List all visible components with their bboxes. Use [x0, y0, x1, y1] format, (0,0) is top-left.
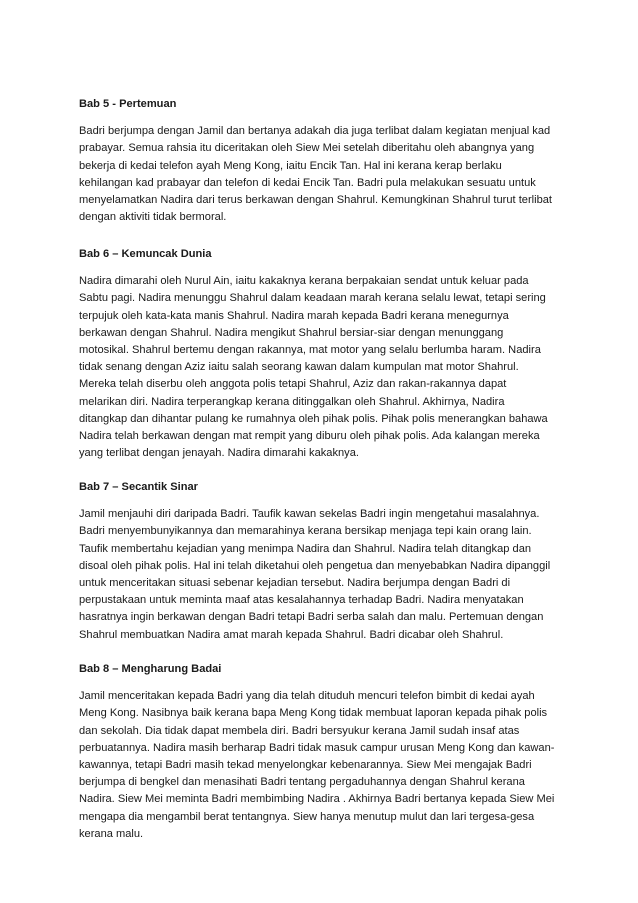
paragraph-line: Shahrul membuatkan Nadira amat marah kepada Shahrul. Badri dicabar oleh Shahrul. [79, 628, 504, 641]
paragraph-line: ditangkap dan dihantar pulang ke rumahnya oleh pihak polis. Pihak polis menerangkan bahawa [79, 412, 548, 425]
paragraph-line: Jamil menjauhi diri daripada Badri. Taufik kawan sekelas Badri ingin mengetahui masalahnya. [79, 508, 540, 521]
paragraph-line: Badri berjumpa dengan Jamil dan bertanya adakah dia juga terlibat dalam kegiatan menjual kad [79, 125, 551, 138]
paragraph-line: Taufik membertahu kejadian yang menimpa Nadira dan Shahrul. Nadira telah ditangkap dan [79, 542, 532, 555]
paragraph-line: terpujuk oleh kata-kata manis Shahrul. Nadira marah kepada Badri kerana menegurnya [79, 309, 509, 322]
paragraph-line: motosikal. Shahrul bertemu dengan rakannya, mat motor yang selalu berlumba haram. Nadira [79, 344, 541, 357]
section-body [79, 123, 569, 226]
paragraph-line: Meng Kong. Nasibnya baik kerana bapa Meng Kong tidak membuat laporan kepada pihak polis [79, 707, 548, 720]
paragraph-line: mengapa dia mengambil berat tentangnya. Siew hanya menutup mulut dan lari tergesa-gesa [79, 810, 535, 823]
paragraph-line: Nadira. Siew Mei meminta Badri membimbing Nadira . Akhirnya Badri bertanya kepada Siew Mei [79, 793, 555, 806]
paragraph-line: Mereka telah diserbu oleh anggota polis tetapi Shahrul, Aziz dan rakan-rakannya dapat [79, 378, 507, 391]
paragraph-line: prabayar. Semua rahsia itu diceritakan oleh Siew Mei setelah diberitahu oleh abangnya yang [79, 142, 535, 155]
paragraph-line: Nadira dimarahi oleh Nurul Ain, iaitu kakaknya kerana berpakaian sendat untuk keluar pada [79, 275, 529, 288]
section-bab-7 [79, 479, 569, 644]
paragraph-line: perbuatannya. Nadira masih berharap Badri tidak masuk campur urusan Meng Kong dan kawan- [79, 741, 555, 754]
paragraph-line: perpustakaan untuk meminta maaf atas kesalahannya terhadap Badri. Nadira menyatakan [79, 594, 524, 607]
paragraph-line: melarikan diri. Nadira terperangkap kerana ditinggalkan oleh Shahrul. Akhirnya, Nadira [79, 395, 505, 408]
section-heading: Bab 8 – Mengharung Badai [79, 663, 222, 675]
paragraph-line: dan sekolah. Dia tidak dapat membela diri. Badri bersyukur kerana Jamil sudah insaf atas [79, 724, 520, 737]
paragraph-line: berjumpa di bengkel dan menasihati Badri tentang pergaduhannya dengan Shahrul kerana [79, 776, 525, 789]
section-bab-5 [79, 96, 569, 226]
paragraph-line: Badri menyembunyikannya dan memarahinya kerana bersikap menjaga tepi kain orang lain. [79, 525, 532, 538]
paragraph-line: bekerja di kedai telefon ayah Meng Kong, iaitu Encik Tan. Hal ini kerana kerap berlaku [79, 159, 502, 172]
section-bab-8 [79, 661, 569, 843]
paragraph-line: kehilangan kad prabayar dan telefon di kedai Encik Tan. Badri pula melakukan sesuatu untuk [79, 176, 536, 189]
section-heading: Bab 6 – Kemuncak Dunia [79, 248, 212, 260]
section-heading: Bab 7 – Secantik Sinar [79, 481, 199, 493]
paragraph-line: untuk menceritakan situasi sebenar kejadian tersebut. Nadira berjumpa dengan Badri di [79, 577, 511, 590]
paragraph-line: dengan aktiviti tidak bermoral. [79, 211, 227, 224]
paragraph-line: berkawan dengan Shahrul. Nadira mengikut Shahrul bersiar-siar dengan menunggang [79, 326, 504, 339]
section-body [79, 273, 569, 462]
paragraph-line: kerana malu. [79, 827, 144, 840]
section-body [79, 506, 569, 644]
paragraph-line: Jamil menceritakan kepada Badri yang dia telah dituduh mencuri telefon bimbit di kedai ayah [79, 690, 535, 703]
paragraph-line: tidak senang dengan Aziz iaitu salah seorang kawan dalam kumpulan mat motor Shahrul. [79, 361, 519, 374]
section-body [79, 688, 569, 843]
section-heading: Bab 5 - Pertemuan [79, 98, 177, 110]
paragraph-line: disoal oleh pihak polis. Hal ini telah diketahui oleh pengetua dan menyebabkan Nadira dipanggil [79, 559, 551, 572]
paragraph-line: menyelamatkan Nadira dari terus berkawan dengan Shahrul. Kemungkinan Shahrul turut terlibat [79, 194, 552, 207]
paragraph-line: yang terlibat dengan jenayah. Nadira dimarahi kakaknya. [79, 447, 359, 460]
paragraph-line: kawannya, tetapi Badri masih tekad menyelongkar kebenarannya. Siew Mei mengajak Badri [79, 759, 532, 772]
paragraph-line: hasratnya ingin berkawan dengan Badri tetapi Badri serba salah dan malu. Pertemuan dengan [79, 611, 544, 624]
paragraph-line: Sabtu pagi. Nadira menunggu Shahrul dalam keadaan marah kerana selalu lewat, tetapi sering [79, 292, 546, 305]
paragraph-line: Nadira telah berkawan dengan mat rempit yang diburu oleh pihak polis. Ada kalangan mereka [79, 430, 540, 443]
section-bab-6 [79, 246, 569, 462]
